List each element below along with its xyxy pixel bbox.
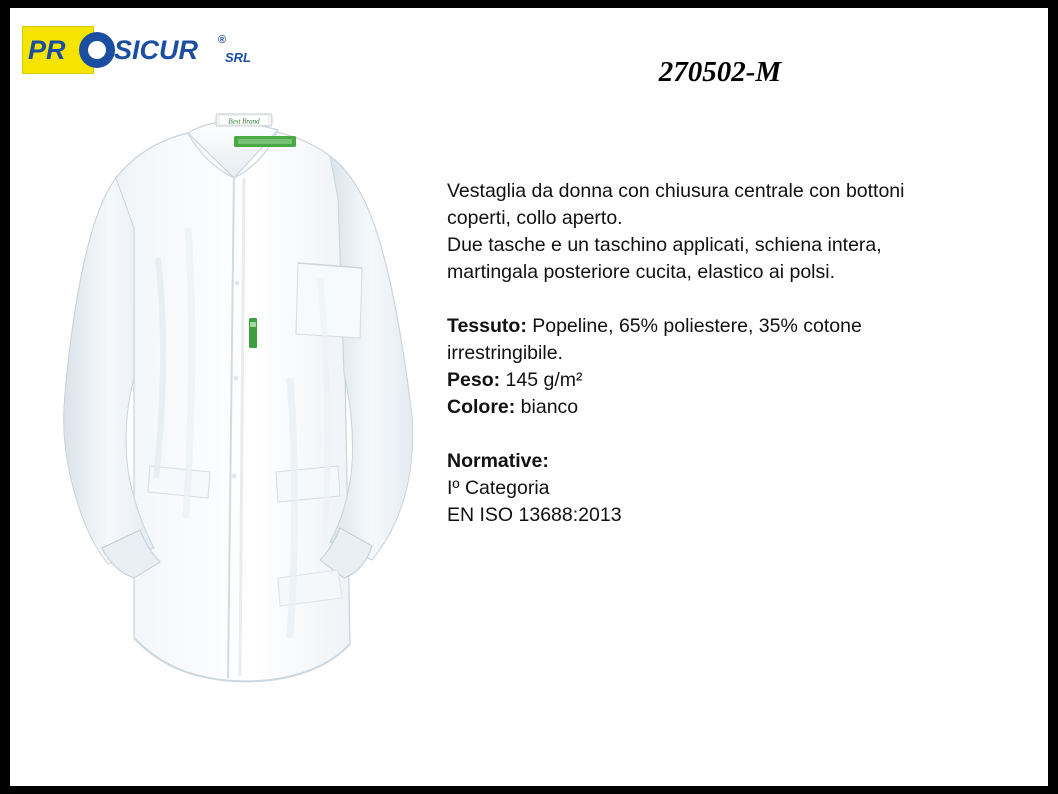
weight-value: 145 g/m² [500, 369, 583, 391]
color-label: Colore: [447, 396, 516, 418]
logo-circle-inner-icon [88, 41, 106, 59]
desc-line-1: Vestaglia da donna con chiusura centrale con bottoni [447, 180, 905, 202]
white-lab-coat-photo [38, 78, 438, 738]
desc-line-4: martingala posteriore cucita, elastico ai polsi. [447, 261, 836, 283]
logo-pro-text: PR [28, 35, 66, 65]
fabric-label: Tessuto: [447, 315, 527, 337]
fabric-value-continued: irrestringibile. [447, 342, 563, 364]
logo-sicur-text: SICUR [114, 35, 199, 65]
fabric-row [447, 313, 1007, 340]
logo-registered-icon: ® [218, 34, 227, 46]
fabric-value: Popeline, 65% poliestere, 35% cotone [526, 315, 862, 337]
weight-label: Peso: [447, 369, 501, 391]
standard-en-iso: EN ISO 13688:2013 [447, 504, 622, 526]
weight-row [447, 367, 1007, 394]
color-row [447, 394, 1007, 421]
desc-line-2: coperti, collo aperto. [447, 207, 623, 229]
standard-category: Iº Categoria [447, 477, 550, 499]
spacer-2 [447, 421, 1007, 448]
color-value: bianco [515, 396, 579, 418]
page-title: 270502-M [658, 56, 782, 88]
desc-line-3: Due tasche e un taschino applicati, schiena intera, [447, 234, 882, 256]
product-description [447, 178, 1007, 529]
document-sheet [10, 8, 1048, 786]
standards-label: Normative: [447, 450, 549, 472]
logo-srl-text: SRL [225, 50, 251, 65]
svg-text:Best Brand: Best Brand [228, 117, 260, 126]
spacer-1 [447, 286, 1007, 313]
prosicur-srl-logo [22, 26, 251, 78]
